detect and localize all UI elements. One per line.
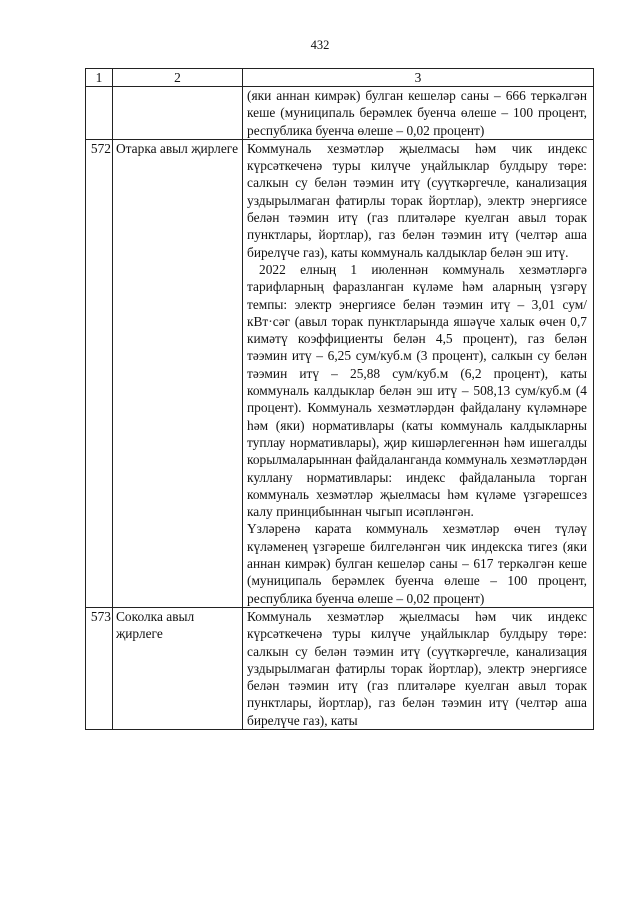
- description-paragraph: 2022 елның 1 июленнән коммуналь хезмәтләргә тарифларның фаразланган күләме һәм аларның үзгәрү темпы: электр энергиясе белән тәэмин итү – 3,01 сум/кВт·сәг (авыл торак пунктларында яшәүче халык өчен 0,7 кимәтү коэффициенты белән 4,5 процент), газ белән тәэмин итү – 6,25 сум/куб.м (3 процент), салкын су белән тәэмин итү – 25,88 сум/куб.м (6,2 процент), каты коммуналь калдыклар белән эш итү – 508,13 сум/куб.м (4 процент). Коммуналь хезмәтләрдән файдалану күләмнәре һәм (яки) нормативлары (каты коммуналь калдыкларны туплау нормативлары), җир кишәрлегеннән һәм ишегалды корылмаларыннан файдаланганда коммуналь хезмәтләрдән куллану нормативлары: индекс файдаланыла торган коммуналь хезмәтләр җыелмасы һәм күләме үзгәрешсез калу принцибыннан чыгып исәпләнгән.: [247, 261, 587, 520]
- continuation-num-cell: [86, 87, 113, 140]
- row-description: [243, 607, 594, 729]
- row-description: [243, 139, 594, 607]
- table-row-573: [86, 607, 594, 729]
- page-number: 432: [310, 38, 330, 52]
- description-paragraph: Коммуналь хезмәтләр җыелмасы һәм чик индекс күрсәткеченә туры килүче уңайлыклар булдыру төре: салкын су белән тәэмин итү (суүткәргечле, канализация уздырылмаган фатирлы торак йортлар), электр энергиясе белән тәэмин итү (газ плитәләре куелган авыл торак пунктлары, йортлар), газ белән тәэмин итү (челтәр аша бирелүче газ), каты коммуналь калдыклар белән эш итү.: [247, 140, 587, 260]
- row-settlement-name: Отарка авыл җирлеге: [113, 139, 243, 607]
- data-table: [85, 68, 594, 730]
- header-col-1: 1: [86, 69, 113, 87]
- table-row-572: [86, 139, 594, 607]
- continuation-row: [86, 87, 594, 140]
- description-paragraph: Үзләренә карата коммуналь хезмәтләр өчен түләү күләменең үзгәреше билгеләнгән чик индекска тигез (яки аннан кимрәк) булган кешеләр саны – 617 теркәлгән кеше (муниципаль берәмлек буенча өлеше – 100 процент, республика буенча өлеше – 0,02 процент): [247, 521, 587, 606]
- header-col-2: 2: [113, 69, 243, 87]
- continuation-text: (яки аннан кимрәк) булган кешеләр саны – 666 теркәлгән кеше (муниципаль берәмлек буенча өлеше – 100 процент, республика буенча өлеше – 0,02 процент): [247, 88, 587, 138]
- row-number: 573: [86, 607, 113, 729]
- row-number: 572: [86, 139, 113, 607]
- header-col-3: 3: [243, 69, 594, 87]
- continuation-desc-cell: [243, 87, 594, 140]
- continuation-name-cell: [113, 87, 243, 140]
- row-settlement-name: Соколка авыл җирлеге: [113, 607, 243, 729]
- description-paragraph: Коммуналь хезмәтләр җыелмасы һәм чик индекс күрсәткеченә туры килүче уңайлыклар булдыру төре: салкын су белән тәэмин итү (суүткәргечле, канализация уздырылмаган фатирлы торак йортлар), электр энергиясе белән тәэмин итү (газ плитәләре куелган авыл торак пунктлары, йортлар), газ белән тәэмин итү (челтәр аша бирелүче газ), каты: [247, 608, 587, 728]
- header-row: [86, 69, 594, 87]
